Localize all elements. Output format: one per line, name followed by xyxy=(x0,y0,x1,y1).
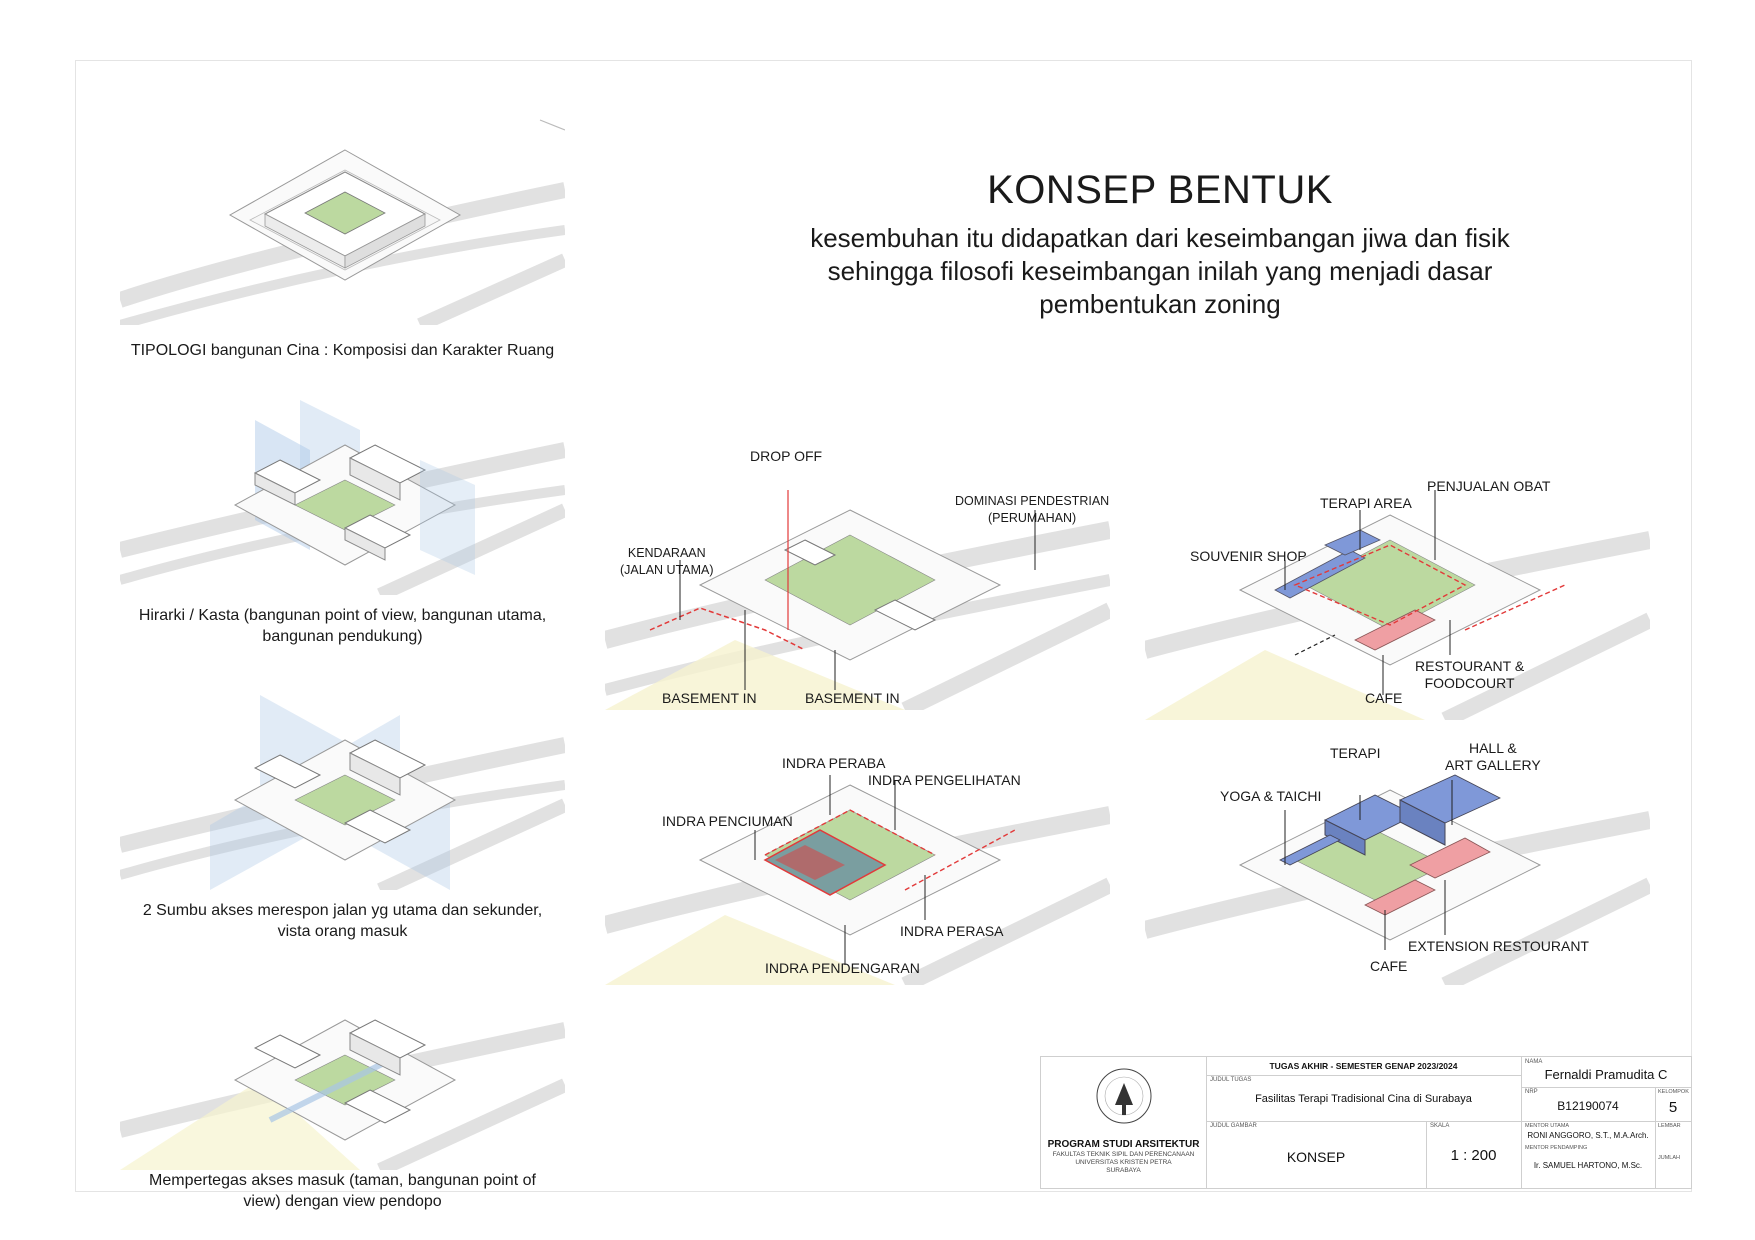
judul-tugas-value: Fasilitas Terapi Tradisional Cina di Surabaya xyxy=(1255,1093,1472,1105)
hierarchy-diagram xyxy=(120,400,565,595)
subtitle-line: sehingga filosofi keseimbangan inilah yang menjadi dasar xyxy=(827,256,1493,286)
judul-gambar-label: JUDUL GAMBAR xyxy=(1210,1123,1257,1129)
caption-line: bangunan pendukung) xyxy=(262,628,423,645)
judul-gambar-value: KONSEP xyxy=(1286,1149,1346,1165)
label-line: DOMINASI PENDESTRIAN xyxy=(955,494,1110,508)
label-basement-in-1: BASEMENT IN xyxy=(662,690,757,706)
nama-value: Fernaldi Pramudita C xyxy=(1544,1067,1668,1082)
caption-line: 2 Sumbu akses merespon jalan yg utama dan sekunder, xyxy=(142,902,543,919)
semester-label: TUGAS AKHIR - SEMESTER GENAP 2023/2024 xyxy=(1269,1061,1458,1071)
mentor-utama-value: RONI ANGGORO, S.T., M.A.Arch. xyxy=(1527,1131,1649,1140)
entrance-diagram xyxy=(120,990,565,1170)
label-line: (PERUMAHAN) xyxy=(987,511,1077,525)
label-line: HALL & xyxy=(1468,740,1517,756)
typology-diagram xyxy=(120,110,565,325)
label-extension-restourant: EXTENSION RESTOURANT xyxy=(1408,938,1589,954)
skala-label: SKALA xyxy=(1430,1123,1450,1129)
page-subtitle xyxy=(760,222,1560,321)
axis-caption xyxy=(120,900,565,942)
jumlah-label: JUMLAH xyxy=(1658,1155,1681,1161)
label-line: ART GALLERY xyxy=(1445,757,1541,773)
university-logo-icon xyxy=(1093,1065,1155,1131)
label-hall xyxy=(1445,740,1541,774)
label-indra-perasa: INDRA PERASA xyxy=(900,923,1004,939)
nama-label: NAMA xyxy=(1525,1059,1543,1065)
label-penjualan-obat: PENJUALAN OBAT xyxy=(1427,478,1551,494)
nrp-value: B12190074 xyxy=(1557,1099,1619,1113)
kelompok-value: 5 xyxy=(1668,1099,1678,1116)
label-terapi-area: TERAPI AREA xyxy=(1320,495,1412,511)
function-diagram xyxy=(1145,490,1650,720)
kelompok-label: KELOMPOK xyxy=(1658,1089,1689,1095)
nrp-label: NRP xyxy=(1525,1089,1538,1095)
hierarchy-caption xyxy=(120,605,565,647)
label-indra-pendengaran: INDRA PENDENGARAN xyxy=(765,960,920,976)
faculty-line: UNIVERSITAS KRISTEN PETRA xyxy=(1075,1159,1172,1166)
senses-diagram xyxy=(605,775,1110,985)
caption-line: vista orang masuk xyxy=(277,923,408,940)
label-restourant xyxy=(1415,658,1524,692)
subtitle-line: pembentukan zoning xyxy=(1039,289,1281,319)
faculty-line: FAKULTAS TEKNIK SIPIL DAN PERENCANAAN xyxy=(1052,1151,1195,1158)
mentor-utama-label: MENTOR UTAMA xyxy=(1525,1123,1570,1129)
lembar-label: LEMBAR xyxy=(1658,1123,1681,1129)
label-indra-penciuman: INDRA PENCIUMAN xyxy=(662,813,793,829)
faculty-line: SURABAYA xyxy=(1106,1167,1141,1174)
label-line: KENDARAAN xyxy=(627,546,706,560)
entrance-caption xyxy=(120,1170,565,1212)
subtitle-line: kesembuhan itu didapatkan dari keseimbangan jiwa dan fisik xyxy=(810,223,1510,253)
typology-caption xyxy=(120,340,565,361)
label-cafe-function: CAFE xyxy=(1365,690,1403,706)
mentor-pendamping-value: Ir. SAMUEL HARTONO, M.Sc. xyxy=(1533,1161,1643,1170)
label-line: RESTOURANT & xyxy=(1415,658,1525,674)
axis-diagram xyxy=(120,695,565,890)
skala-value: 1 : 200 xyxy=(1450,1147,1497,1164)
label-yoga-taichi: YOGA & TAICHI xyxy=(1220,788,1322,804)
label-basement-in-2: BASEMENT IN xyxy=(805,690,900,706)
label-drop-off: DROP OFF xyxy=(750,448,823,464)
mentor-pendamping-label: MENTOR PENDAMPING xyxy=(1525,1145,1588,1151)
label-indra-pengelihatan: INDRA PENGELIHATAN xyxy=(868,772,1021,788)
caption-line: Mempertegas akses masuk (taman, bangunan point of xyxy=(149,1172,536,1189)
label-souvenir-shop: SOUVENIR SHOP xyxy=(1190,548,1307,564)
judul-tugas-label: JUDUL TUGAS xyxy=(1210,1077,1252,1083)
label-terapi: TERAPI xyxy=(1330,745,1381,761)
label-line: FOODCOURT xyxy=(1424,675,1515,691)
program-name: PROGRAM STUDI ARSITEKTUR xyxy=(1047,1139,1200,1150)
caption-line: Hirarki / Kasta (bangunan point of view, bangunan utama, xyxy=(138,607,547,624)
caption-line: TIPOLOGI bangunan Cina : Komposisi dan Karakter Ruang xyxy=(130,342,555,359)
label-dominasi xyxy=(955,493,1109,527)
title-block xyxy=(1040,1056,1692,1189)
label-kendaraan xyxy=(620,545,714,579)
label-line: (JALAN UTAMA) xyxy=(620,563,714,577)
faculty-name xyxy=(1041,1151,1206,1175)
label-cafe-mass: CAFE xyxy=(1370,958,1408,974)
label-indra-peraba: INDRA PERABA xyxy=(782,755,886,771)
page-title: KONSEP BENTUK xyxy=(987,168,1333,212)
caption-line: view) dengan view pendopo xyxy=(243,1193,442,1210)
